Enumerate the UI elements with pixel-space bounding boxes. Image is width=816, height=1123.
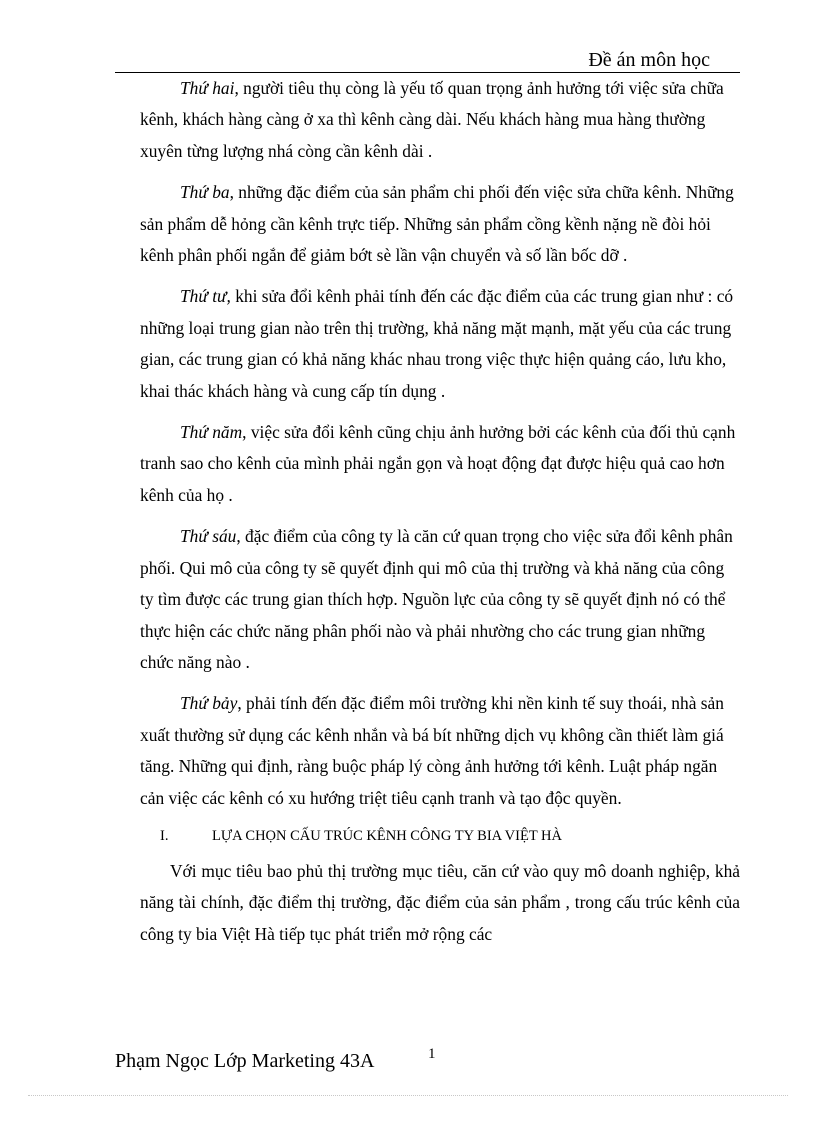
paragraph-lead: Thứ năm bbox=[180, 422, 243, 443]
section-heading bbox=[160, 824, 760, 848]
paragraph-text: , đặc điểm của công ty là căn cứ quan trọng cho việc sửa đổi kênh phân phối. Qui mô của công ty sẽ quyết định qui mô của thị trường và khả năng của công ty tìm được các trung gian thích hợp. Nguồn lực của công ty sẽ quyết định nó có thể thực hiện các chức năng phân phối nào và phải nhường cho các trung gian những chức năng nào . bbox=[140, 526, 733, 672]
paragraph-thu-hai bbox=[140, 73, 740, 167]
paragraph-thu-bay bbox=[140, 688, 740, 814]
paragraph-thu-ba bbox=[140, 177, 740, 271]
paragraph-thu-nam bbox=[140, 417, 740, 511]
page-header bbox=[115, 48, 740, 73]
page-footer-author: Phạm Ngọc Lớp Marketing 43A bbox=[115, 1050, 375, 1072]
paragraph-thu-sau bbox=[140, 521, 740, 678]
paragraph-text: , việc sửa đổi kênh cũng chịu ảnh hưởng bởi các kênh của đối thủ cạnh tranh sao cho kênh của mình phải ngắn gọn và hoạt động đạt được hiệu quả cao hơn kênh của họ . bbox=[140, 422, 736, 505]
paragraph-text: khi sửa đổi kênh phải tính đến các đặc điểm của các trung gian như : có những loại trung gian nào trên thị trường, khả năng mặt mạnh, mặt yếu của các trung gian, các trung gian có khả năng khác nhau trong việc thực hiện quảng cáo, lưu kho, khai thác khách hàng và cung cấp tín dụng . bbox=[140, 286, 734, 401]
body-content bbox=[140, 73, 740, 950]
paragraph-text: , những đặc điểm của sản phẩm chi phối đến việc sửa chữa kênh. Những sản phẩm dễ hỏng cần kênh trực tiếp. Những sản phẩm cồng kềnh nặng nề đòi hỏi kênh phân phối ngắn để giảm bớt sè lần vận chuyển và số lần bốc dỡ . bbox=[140, 182, 734, 266]
section-title: LỰA CHỌN CẤU TRÚC KÊNH CÔNG TY BIA VIỆT HÀ bbox=[212, 827, 563, 844]
section-number: I. bbox=[160, 827, 169, 844]
page-bottom-divider bbox=[28, 1095, 788, 1096]
paragraph-intro: Với mục tiêu bao phủ thị trường mục tiêu, căn cứ vào quy mô doanh nghiệp, khả năng tài chính, đặc điểm thị trường, đặc điểm của sản phẩm , trong cấu trúc kênh của công ty bia Việt Hà tiếp tục phát triển mở rộng các bbox=[140, 860, 740, 944]
page-number: 1 bbox=[428, 1046, 436, 1062]
paragraph-thu-tu bbox=[140, 281, 740, 407]
paragraph-lead: Thứ bảy bbox=[180, 693, 238, 714]
paragraph-text: , người tiêu thụ còng là yếu tố quan trọng ảnh hưởng tới việc sửa chữa kênh, khách hàng càng ở xa thì kênh càng dài. Nếu khách hàng mua hàng thường xuyên từng lượng nhá còng cần kênh dài . bbox=[140, 78, 724, 161]
paragraph-lead: Thứ tư, bbox=[180, 286, 231, 307]
paragraph-lead: Thứ hai bbox=[180, 78, 235, 98]
paragraph-text: , phải tính đến đặc điểm môi trường khi nền kinh tế suy thoái, nhà sản xuất thường sử dụng các kênh nhắn và bá bít những dịch vụ không cần thiết làm giá tăng. Những qui định, ràng buộc pháp lý còng ảnh hưởng tới kênh. Luật pháp ngăn cản việc các kênh có xu hướng triệt tiêu cạnh tranh và tạo độc quyền. bbox=[140, 693, 724, 808]
header-title: Đề án môn học bbox=[588, 49, 710, 71]
paragraph-lead: Thứ ba bbox=[180, 182, 230, 203]
paragraph-lead: Thứ sáu bbox=[180, 526, 237, 547]
